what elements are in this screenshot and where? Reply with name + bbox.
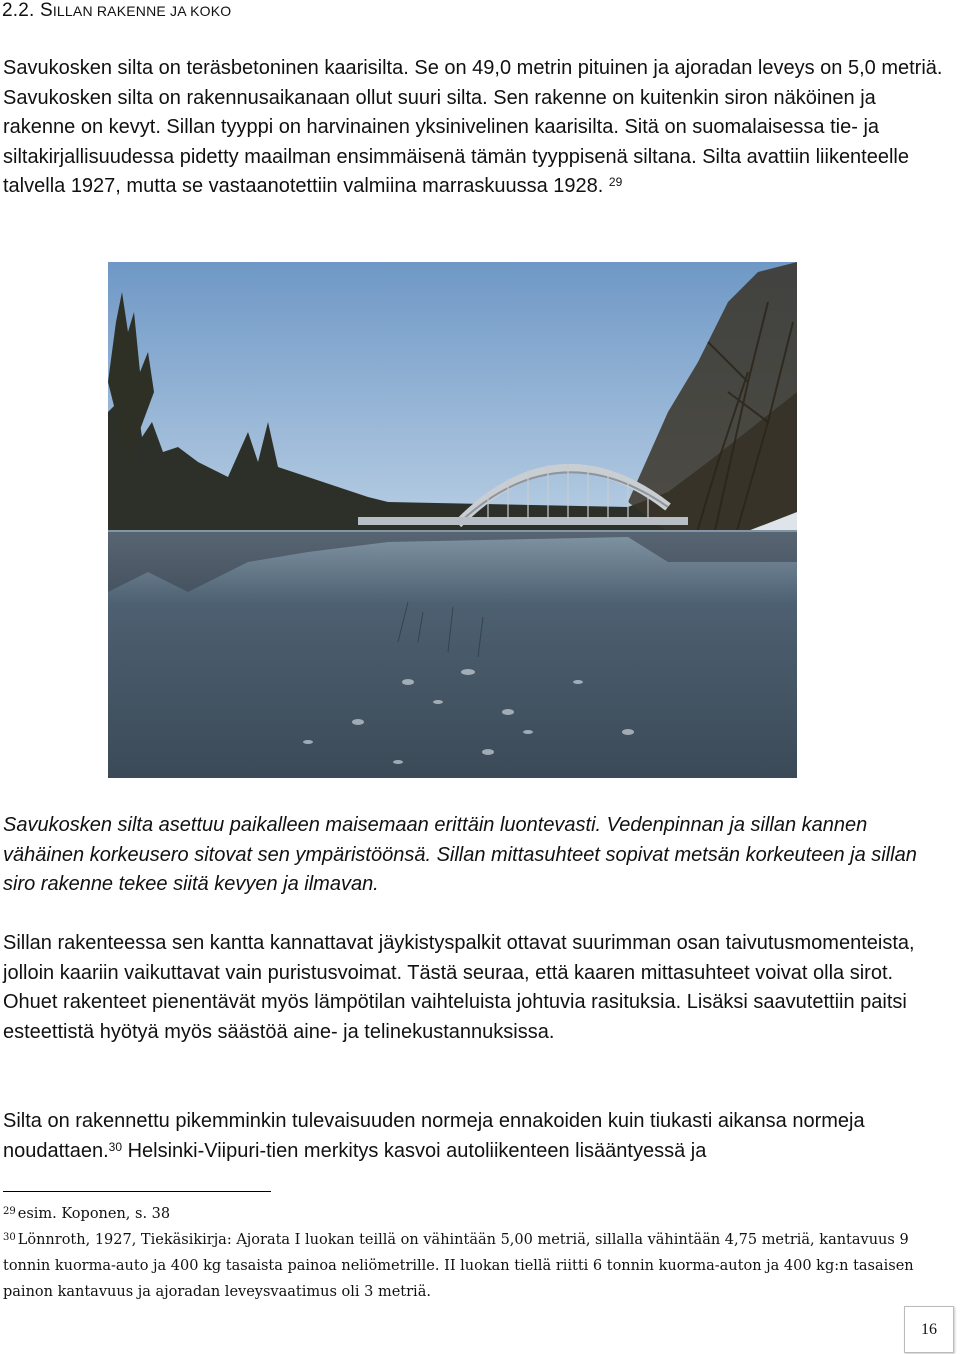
footnote-29 bbox=[3, 1201, 953, 1227]
footnote-ref-30[interactable]: 30 bbox=[108, 1139, 123, 1154]
paragraph-norms-text-b: Helsinki-Viipuri-tien merkitys kasvoi autoliikenteen lisääntyessä ja bbox=[122, 1139, 707, 1162]
paragraph-norms bbox=[3, 1107, 953, 1166]
paragraph-intro bbox=[3, 54, 953, 202]
footnote-ref-29[interactable]: 29 bbox=[608, 175, 623, 190]
heading-smallcaps: ILLAN RAKENNE JA KOKO bbox=[52, 3, 232, 19]
footnote-text: Lönnroth, 1927, Tiekäsikirja: Ajorata I luokan teillä on vähintään 5,00 metriä, sillalla vähintään 4,75 metriä, kantavuus 9 tonnin kuorma-auto ja 400 kg tasaista painoa neliömetrille. II luokan tiellä riitti 6 tonnin kuorma-auton ja 400 kg:n tasaisen painon kantavuus ja ajoradan leveysvaatimus oli 3 metriä. bbox=[3, 1232, 914, 1300]
footnote-number: 29 bbox=[3, 1206, 16, 1217]
heading-number: 2.2. S bbox=[2, 0, 53, 21]
bridge-photo bbox=[108, 262, 797, 778]
footnote-text: esim. Koponen, s. 38 bbox=[17, 1206, 171, 1222]
paragraph-structure: Sillan rakenteessa sen kantta kannattavat jäykistyspalkit ottavat suurimman osan taivutusmomenteista, jolloin kaariin vaikuttavat vain puristusvoimat. Tästä seuraa, että kaaren mittasuhteet voivat olla sirot. Ohuet rakenteet pienentävät myös lämpötilan vaihteluista johtuvia rasituksia. Lisäksi saavutettiin paitsi esteettistä hyötyä myös säästöä aine- ja telinekustannuksissa. bbox=[3, 932, 915, 1043]
footnote-separator bbox=[3, 1191, 271, 1192]
paragraph-norms-text-a: Silta on rakennettu pikemminkin tulevaisuuden normeja ennakoiden kuin tiukasti aikansa normeja noudattaen. bbox=[3, 1110, 865, 1162]
footnote-30 bbox=[3, 1227, 953, 1305]
section-heading bbox=[2, 0, 231, 22]
page-number: 16 bbox=[904, 1306, 954, 1353]
footnote-number: 30 bbox=[3, 1232, 16, 1243]
paragraph-intro-text: Savukosken silta on teräsbetoninen kaarisilta. Se on 49,0 metrin pituinen ja ajoradan leveys on 5,0 metriä. Savukosken silta on rakennusaikanaan ollut suuri silta. Sen rakenne on kuitenkin siron näköinen ja rakenne on kevyt. Sillan tyyppi on harvinainen yksinivelinen kaarisilta. Sitä on suomalaisessa tie- ja siltakirjallisuudessa pidetty maailman ensimmäisenä tämän tyyppisenä siltana. Silta avattiin liikenteelle talvella 1927, mutta se vastaanotettiin valmiina marraskuussa 1928. bbox=[3, 57, 943, 198]
photo-caption: Savukosken silta asettuu paikalleen maisemaan erittäin luontevasti. Vedenpinnan ja sillan kannen vähäinen korkeusero sitovat sen ympäristöönsä. Sillan mittasuhteet sopivat metsän korkeuteen ja sillan siro rakenne tekee siitä kevyen ja ilmavan. bbox=[3, 814, 917, 896]
